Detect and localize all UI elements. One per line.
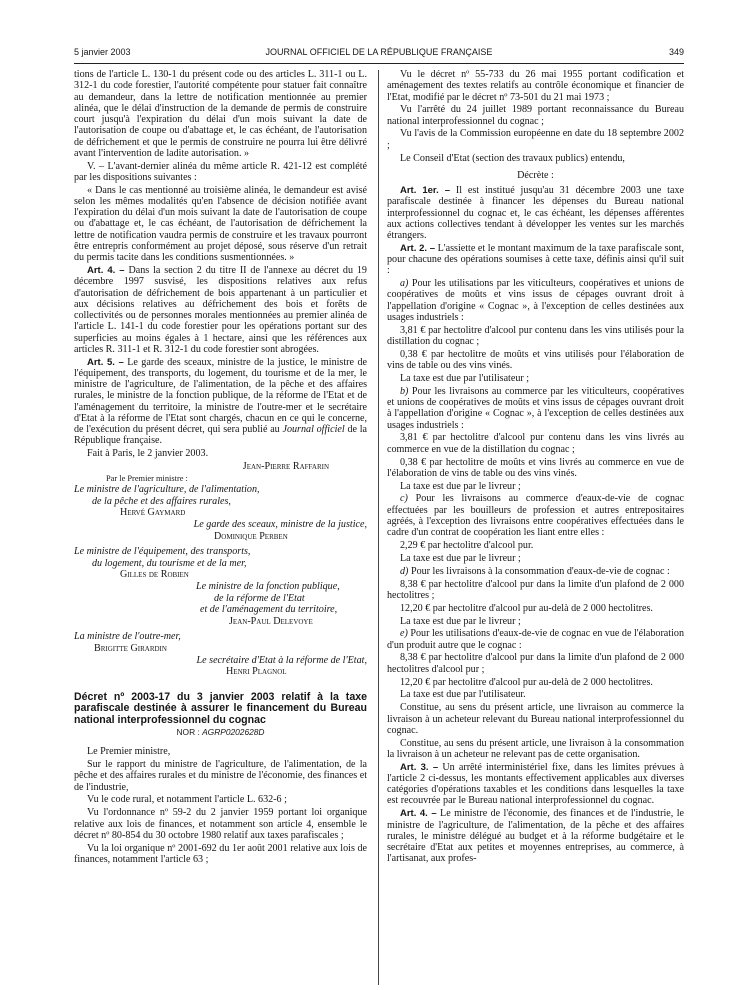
article-label: Art. 1er. – [400,185,450,197]
header-journal-title: JOURNAL OFFICIEL DE LA RÉPUBLIQUE FRANÇAISE [265,47,493,57]
list-text: Pour les livraisons à la consommation d'eaux-de-vie de cognac : [410,565,670,577]
minister-title: et de l'aménagement du territoire, [200,604,338,616]
paragraph: Vu l'arrêté du 24 juillet 1989 portant reconnaissance du Bureau national interprofessionnel du cognac ; [387,104,684,127]
minister-title: Le ministre de la fonction publique, [196,581,340,592]
article-label: Art. 2. – [400,242,436,254]
minister-title: Le secrétaire d'Etat à la réforme de l'Etat, [196,654,367,666]
article-text: Le ministre de l'économie, des finances et de l'industrie, le ministre de l'agriculture, de l'alimentation, de la pêche et des affaires rurales, le ministre délégué au budget et à la réforme budgétaire et le secrétaire d'Etat aux petites et moyennes entreprises, au commerce, à l'artisanat, aux profes- [387,808,684,865]
list-item [387,493,684,538]
journal-reference: Journal officiel [282,424,345,436]
list-letter: d) [400,565,409,577]
paragraph: Vu le code rural, et notamment l'article L. 632-6 ; [87,794,287,806]
article-text: Dans la section 2 du titre II de l'annexe au décret du 19 décembre 1997 susvisé, les dispositions relatives aux refus d'autorisation de défrichement de bois appartenant à un particulier et aux décisions relatives au défrichement des bois et forêts de collectivités ou de personnes morales mentionnées au premier alinéa de l'article L. 141-1 du code forestier pour les opérations portant sur des superficies au moins égales à 1 hectare, ainsi que les références aux articles R. 311-1 et R. 312-1 du code forestier sont abrogées. [74,265,367,355]
signatory-name: Henri Plagnol [226,666,287,678]
nor-label: NOR : [176,726,200,737]
list-text: Pour les utilisations par les viticulteurs, coopératives et unions de coopératives de moûts et vins issus de cépages ouvrant droit à l'appellation d'origine « Cognac », à l'exception de celles destinées aux usages industriels : [387,278,684,323]
header-date: 5 janvier 2003 [74,47,131,57]
column-divider [378,70,379,985]
decree-title: Décret nº 2003-17 du 3 janvier 2003 relatif à la taxe parafiscale destinée à assurer le financement du Bureau national interprofessionnel du cognac [74,690,367,726]
article-2-paragraph [387,243,684,277]
minister-title: de la réforme de l'Etat [214,592,305,604]
signatory-name: Brigitte Girardin [94,642,167,654]
paragraph: Vu l'ordonnance nº 59-2 du 2 janvier 1959 portant loi organique relative aux lois de finances, et notamment son article 4, ensemble le décret nº 80-854 du 30 octobre 1980 relatif aux taxes parafiscales ; [74,807,367,841]
paragraph: 8,38 € par hectolitre d'alcool pur dans la limite d'un plafond de 2 000 hectolitres ; [387,578,684,601]
signatory-label: Par le Premier ministre : [106,473,188,483]
paragraph: La taxe est due par le livreur ; [400,615,521,627]
list-item [387,628,684,651]
nor-code: AGRP0202628D [202,726,265,737]
header-rule [74,63,684,64]
article-3-paragraph [387,762,684,807]
paragraph: 12,20 € par hectolitre d'alcool pur au-delà de 2 000 hectolitres. [400,602,653,614]
paragraph: La taxe est due par l'utilisateur. [400,689,526,701]
article-label: Art. 3. – [400,761,439,773]
article-text: Un arrêté interministériel fixe, dans les limites prévues à l'article 2 ci-dessus, les montants effectivement applicables aux diverses catégories d'opérations taxables et les conditions dans lesquelles la taxe est recouvrée par le Bureau national interprofessionnel du cognac. [387,761,684,807]
article-text: L'assiette et le montant maximum de la taxe parafiscale sont, pour chacune des opérations soumises à cette taxe, définis ainsi qu'il suit : [387,242,684,277]
done-at: Fait à Paris, le 2 janvier 2003. [87,448,209,460]
article-label: Art. 4. – [400,808,437,820]
article-5-paragraph [74,357,367,447]
paragraph: Constitue, au sens du présent article, une livraison au commerce la livraison à un acheteur relevant du Bureau national interprofessionnel du cognac. [387,702,684,736]
paragraph: La taxe est due par l'utilisateur ; [400,373,530,384]
list-text: Pour les livraisons au commerce d'eaux-de-vie de cognac effectuées par les bouilleurs de profession et autres entrepositaires agréés, à l'exception des livraisons entre coopératives effectuées dans le cadre d'un contrat de coopération les liant entre elles : [387,493,684,539]
paragraph: Le Premier ministre, [87,746,171,758]
list-text: Pour les utilisations d'eaux-de-vie de cognac en vue de l'élaboration d'un produit autre que le cognac : [387,628,684,651]
signatory-name: Hervé Gaymard [120,507,186,519]
paragraph: 3,81 € par hectolitre d'alcool pur contenu dans les vins utilisés pour la distillation du cognac ; [387,324,684,348]
signatory-name: Jean-Pierre Raffarin [242,461,329,473]
article-4-paragraph [74,265,367,355]
paragraph: 3,81 € par hectolitre d'alcool pur contenu dans les vins livrés au commerce en vue de la distillation du cognac ; [387,432,684,455]
minister-title: Le garde des sceaux, ministre de la justice, [193,519,367,531]
article-label: Art. 4. – [87,265,125,277]
article-text: de la République française. [74,424,368,447]
header-page-number: 349 [668,47,684,57]
article-4-paragraph [387,808,684,864]
paragraph: Sur le rapport du ministre de l'agriculture, de l'alimentation, de la pêche et des affaires rurales et du ministre de l'économie, des finances et de l'industrie, [74,759,367,793]
paragraph: La taxe est due par le livreur ; [400,480,521,492]
paragraph: 12,20 € par hectolitre d'alcool pur au-delà de 2 000 hectolitres. [400,676,653,688]
paragraph: « Dans le cas mentionné au troisième alinéa, le demandeur est avisé selon les mêmes modalités qu'en l'absence de décision notifiée avant l'expiration du délai d'un mois suivant la date de l'autorisation de coupe ou d'abattage et, le cas échéant, de l'autorisation de défrichement la lettre de notification vaudra permis de construire et les travaux pourront être entrepris conformément au projet déposé, sous réserve d'un retrait du permis tacite dans les conditions susmentionnées. » [74,184,367,264]
paragraph: 0,38 € par hectolitre de moûts et vins livrés au commerce en vue de l'élaboration de vins de table ou des vins vinés. [387,456,684,479]
paragraph: Vu le décret nº 55-733 du 26 mai 1955 portant codification et aménagement des textes relatifs au contrôle économique et financier de l'Etat, modifié par le décret nº 73-501 du 21 mai 1973 ; [387,69,684,103]
list-item [387,386,684,431]
list-letter: b) [400,385,409,397]
left-column [74,69,367,867]
paragraph: Constitue, au sens du présent article, une livraison à la consommation la livraison à un acheteur ne relevant pas de cette organisation. [387,737,684,760]
minister-title: Le ministre de l'agriculture, de l'alimentation, [74,484,260,496]
page-header [74,47,684,61]
list-letter: e) [400,628,408,640]
paragraph: La taxe est due par le livreur ; [400,552,521,564]
nor-reference [74,727,367,738]
decrete-heading: Décrète : [517,169,554,181]
paragraph: tions de l'article L. 130-1 du présent code ou des articles L. 311-1 ou L. 312-1 du code forestier, l'autorité compétente pour statuer fait connaître au demandeur, dans la lettre de notification mentionnée au premier alinéa, que le délai d'instruction de la demande de permis de construire court jusqu'à l'expiration du délai d'un mois suivant la date de l'autorisation de coupe ou d'abattage et, le cas échéant, de l'autorisation de défrichement et que le permis de construire ne pourra lui être délivré avant l'intervention de ladite autorisation. » [74,69,367,159]
list-item [387,566,684,577]
article-1-paragraph [387,185,684,241]
paragraph: V. – L'avant-dernier alinéa du même article R. 421-12 est complété par les dispositions suivantes : [74,160,367,183]
list-letter: c) [400,493,408,505]
paragraph: 8,38 € par hectolitre d'alcool pur dans la limite d'un plafond de 2 000 hectolitres d'alcool pur ; [387,652,684,675]
minister-title: Le ministre de l'équipement, des transports, [74,546,251,558]
list-item [387,278,684,323]
paragraph: Vu la loi organique nº 2001-692 du 1er août 2001 relative aux lois de finances, notamment l'article 63 ; [74,842,367,865]
article-label: Art. 5. – [87,356,124,368]
minister-title: de la pêche et des affaires rurales, [92,495,231,507]
minister-title: La ministre de l'outre-mer, [74,631,181,643]
paragraph: Vu l'avis de la Commission européenne en date du 18 septembre 2002 ; [387,128,684,151]
list-letter: a) [400,278,409,290]
paragraph: 0,38 € par hectolitre de moûts et vins utilisés pour l'élaboration de vins de table ou des vins vinés. [387,348,684,372]
right-column [387,69,684,866]
paragraph: Le Conseil d'Etat (section des travaux publics) entendu, [400,152,625,164]
signatory-name: Dominique Perben [214,530,288,542]
article-text: Le garde des sceaux, ministre de la justice, le ministre de l'équipement, des transports, du logement, du tourisme et de la mer, le ministre de l'agriculture, de l'alimentation, de la pêche et des affaires rurales, le ministre de la fonction publique, de la réforme de l'Etat et de l'aménagement du territoire, la ministre de l'outre-mer et le secrétaire d'Etat à la réforme de l'Etat sont chargés, chacun en ce qui le concerne, de l'exécution du présent décret, qui sera publié au [74,356,367,436]
signatory-name: Jean-Paul Delevoye [229,615,313,627]
article-text: Il est institué jusqu'au 31 décembre 2003 une taxe parafiscale destinée à financer les dépenses du Bureau national interprofessionnel du cognac et, le cas échéant, les dépenses afférentes aux actions collectives tendant à développer les ventes sur les marchés étrangers. [387,185,684,242]
list-text: Pour les livraisons au commerce par les viticulteurs, coopératives et unions de coopératives de moûts et vins issus de cépages ouvrant droit à l'appellation d'origine « Cognac », à l'exception de celles destinées aux usages industriels : [387,385,684,431]
paragraph: 2,29 € par hectolitre d'alcool pur. [400,540,534,552]
minister-title: du logement, du tourisme et de la mer, [92,557,247,569]
signatory-name: Gilles de Robien [120,569,189,581]
